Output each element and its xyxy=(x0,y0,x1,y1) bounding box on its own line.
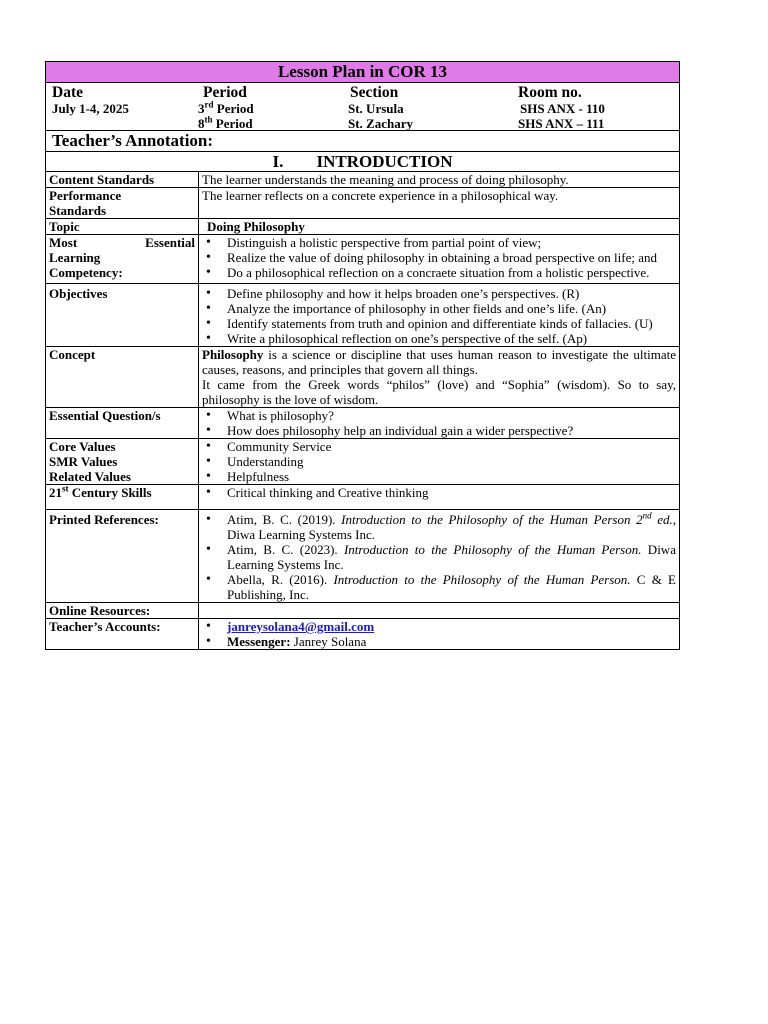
values-label: Core Values SMR Values Related Values xyxy=(46,439,199,485)
performance-standards-label: Performance Standards xyxy=(46,188,199,219)
competency-label: Most Essential Learning Competency: xyxy=(46,235,199,284)
list-item: • Identify statements from truth and opinion and differentiate kinds of fallacies. (U) xyxy=(202,316,676,331)
essential-questions-label: Essential Question/s xyxy=(46,408,199,439)
schedule-row xyxy=(46,83,680,131)
list-item: • Write a philosophical reflection on one’s perspective of the self. (Ap) xyxy=(202,331,676,346)
annotation-row xyxy=(46,131,680,152)
list-item: • Community Service xyxy=(202,439,676,454)
teacher-accounts-row xyxy=(46,619,680,650)
list-item: • Do a philosophical reflection on a concraete situation from a holistic perspective. xyxy=(202,265,676,280)
room-value-1: SHS ANX - 110 xyxy=(520,101,605,116)
topic-value: Doing Philosophy xyxy=(199,219,680,235)
period-value-2: 8th Period xyxy=(198,114,253,131)
performance-standards-value: The learner reflects on a concrete experience in a philosophical way. xyxy=(199,188,680,219)
list-item xyxy=(202,634,676,649)
section-title: INTRODUCTION xyxy=(316,152,453,171)
essential-questions-row xyxy=(46,408,680,439)
online-resources-label: Online Resources: xyxy=(46,603,199,619)
introduction-heading xyxy=(46,152,680,172)
list-item: • Abella, R. (2016). Introduction to the Philosophy of the Human Person. C & E Publishing, Inc. xyxy=(202,572,676,602)
list-item: • Analyze the importance of philosophy in other fields and one’s life. (An) xyxy=(202,301,676,316)
objectives-list xyxy=(202,286,676,346)
list-item: • Atim, B. C. (2019). Introduction to the Philosophy of the Human Person 2nd ed., Diwa Learning Systems Inc. xyxy=(202,512,676,542)
list-item: • Distinguish a holistic perspective from partial point of view; xyxy=(202,235,676,250)
lesson-plan xyxy=(45,61,679,650)
list-item xyxy=(202,619,676,634)
online-resources-value xyxy=(199,603,680,619)
concept-row xyxy=(46,347,680,408)
content-standards-value: The learner understands the meaning and process of doing philosophy. xyxy=(199,172,680,188)
topic-label: Topic xyxy=(46,219,199,235)
teacher-annotation: Teacher’s Annotation: xyxy=(46,131,680,152)
teacher-accounts-list xyxy=(202,619,676,649)
objectives-label: Objectives xyxy=(46,284,199,347)
content-standards-row xyxy=(46,172,680,188)
skills-label: 21st Century Skills xyxy=(46,485,199,510)
printed-references-list xyxy=(202,512,676,602)
competency-list xyxy=(202,235,676,280)
values-row xyxy=(46,439,680,485)
section-value-2: St. Zachary xyxy=(348,116,413,131)
title-row xyxy=(46,62,680,83)
printed-references-label: Printed References: xyxy=(46,510,199,603)
section-numeral: I. xyxy=(272,152,284,171)
room-label: Room no. xyxy=(518,84,582,101)
printed-references-row xyxy=(46,510,680,603)
date-column xyxy=(52,84,129,116)
room-value-2: SHS ANX – 111 xyxy=(518,116,605,131)
section-column xyxy=(348,84,413,131)
room-column xyxy=(518,84,605,131)
messenger-label: Messenger: xyxy=(227,634,291,649)
list-item: • Atim, B. C. (2023). Introduction to the Philosophy of the Human Person. Diwa Learning Systems Inc. xyxy=(202,542,676,572)
list-item: • Understanding xyxy=(202,454,676,469)
performance-standards-row xyxy=(46,188,680,219)
skills-row xyxy=(46,485,680,510)
content-standards-label: Content Standards xyxy=(46,172,199,188)
concept-origin: It came from the Greek words “philos” (love) and “Sophia” (wisdom). So to say, philosophy is the love of wisdom. xyxy=(202,377,676,407)
skills-list xyxy=(202,485,676,500)
date-label: Date xyxy=(52,84,83,101)
introduction-row xyxy=(46,152,680,172)
period-column xyxy=(198,84,254,131)
section-label: Section xyxy=(350,84,399,101)
concept-term: Philosophy xyxy=(202,347,264,362)
online-resources-row xyxy=(46,603,680,619)
period-label: Period xyxy=(203,84,247,101)
email-link[interactable]: janreysolana4@gmail.com xyxy=(227,619,375,634)
list-item: • How does philosophy help an individual gain a wider perspective? xyxy=(202,423,676,438)
topic-row xyxy=(46,219,680,235)
values-list xyxy=(202,439,676,484)
list-item: • Define philosophy and how it helps broaden one’s perspectives. (R) xyxy=(202,286,676,301)
messenger-value: Janrey Solana xyxy=(290,634,367,649)
list-item: • Helpfulness xyxy=(202,469,676,484)
list-item: • What is philosophy? xyxy=(202,408,676,423)
period-value-1: 3rd Period xyxy=(198,99,254,116)
teacher-accounts-label: Teacher’s Accounts: xyxy=(46,619,199,650)
concept-value: Philosophy is a science or discipline that uses human reason to investigate the ultimate causes, reasons, and principles that govern all things. It came from the Greek words “philos” (love) and “Sophia” (wisdom). So to say, philosophy is the love of wisdom. xyxy=(199,347,680,408)
lesson-plan-table xyxy=(45,61,680,650)
essential-questions-list xyxy=(202,408,676,438)
lesson-plan-title: Lesson Plan in COR 13 xyxy=(46,62,680,83)
concept-label: Concept xyxy=(46,347,199,408)
schedule-grid xyxy=(52,84,673,130)
objectives-row xyxy=(46,284,680,347)
list-item: • Critical thinking and Creative thinking xyxy=(202,485,676,500)
competency-row xyxy=(46,235,680,284)
list-item: • Realize the value of doing philosophy in obtaining a broad perspective on life; and xyxy=(202,250,676,265)
section-value-1: St. Ursula xyxy=(348,101,404,116)
date-value: July 1-4, 2025 xyxy=(52,101,129,116)
